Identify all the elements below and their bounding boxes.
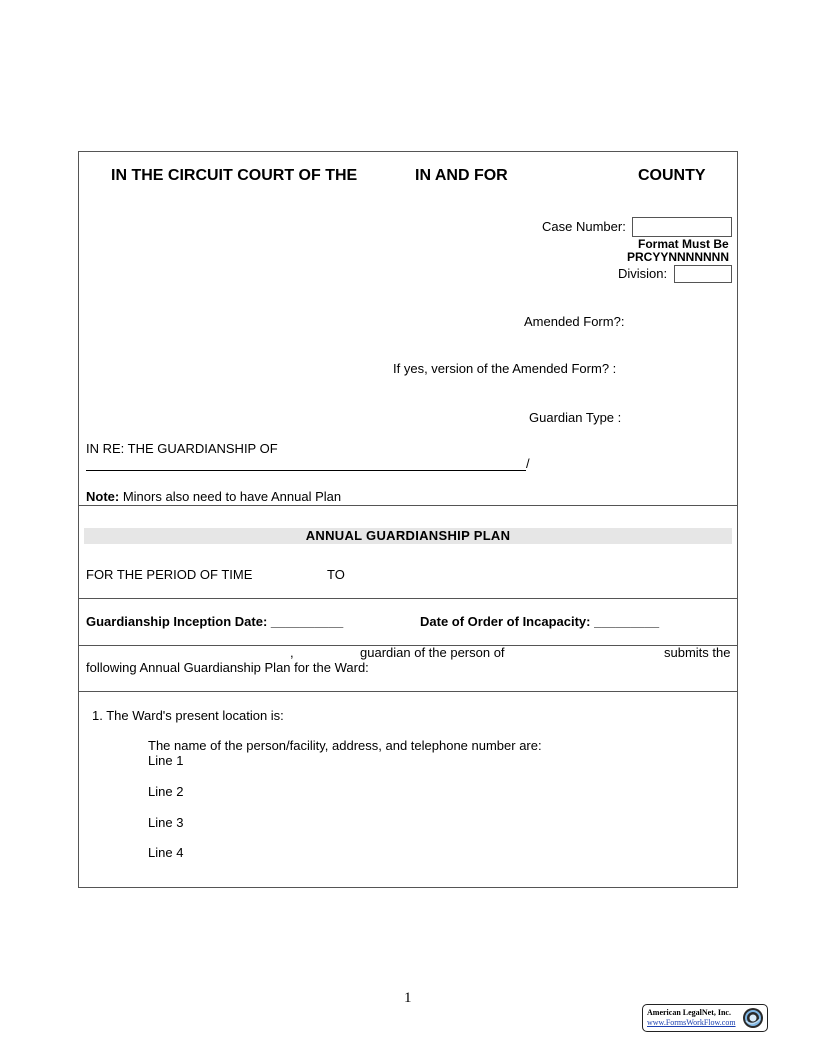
location-line: Line 1 (148, 753, 184, 768)
section-divider (78, 505, 738, 506)
guardian-type-label: Guardian Type : (529, 410, 622, 425)
location-line: Line 4 (148, 845, 184, 860)
section-divider (78, 691, 738, 692)
note-label: Note: (86, 489, 120, 504)
period-label: FOR THE PERIOD OF TIME (86, 567, 253, 582)
ward-name-line-end: / (526, 456, 530, 471)
note-text: Minors also need to have Annual Plan (122, 489, 342, 504)
submission-line2: following Annual Guardianship Plan for the Ward: (86, 660, 369, 675)
amended-version-label: If yes, version of the Amended Form? : (393, 361, 617, 376)
ward-name-line (86, 470, 526, 471)
format-hint: Format Must Be (638, 237, 729, 251)
county-label: COUNTY (638, 167, 706, 184)
in-and-for-label: IN AND FOR (415, 167, 508, 184)
division-field[interactable] (674, 265, 732, 283)
case-number-label: Case Number: (542, 219, 626, 234)
plan-title: ANNUAL GUARDIANSHIP PLAN (84, 528, 732, 544)
guardian-of-label: guardian of the person of (360, 645, 505, 660)
format-pattern: PRCYYNNNNNNN (627, 250, 730, 264)
inception-date-label: Guardianship Inception Date: __________ (86, 614, 344, 629)
division-label: Division: (618, 266, 668, 281)
submits-label: submits the (664, 645, 731, 660)
page-number: 1 (404, 990, 412, 1006)
note (86, 489, 341, 504)
publisher-logo[interactable] (642, 1004, 768, 1032)
guardian-name-comma: , (290, 645, 294, 660)
location-line: Line 2 (148, 784, 184, 799)
ward-location-item: 1. The Ward's present location is: (92, 708, 284, 723)
amended-form-label: Amended Form?: (524, 314, 625, 329)
globe-icon (742, 1007, 764, 1029)
period-to-label: TO (327, 567, 345, 582)
publisher-url[interactable]: www.FormsWorkFlow.com (647, 1018, 736, 1027)
location-name-label: The name of the person/facility, address, and telephone number are: (148, 738, 542, 753)
section-divider (78, 598, 738, 599)
case-number-field[interactable] (632, 217, 732, 237)
in-re-label: IN RE: THE GUARDIANSHIP OF (86, 441, 278, 456)
location-line: Line 3 (148, 815, 184, 830)
court-prefix: IN THE CIRCUIT COURT OF THE (111, 167, 358, 184)
publisher-name: American LegalNet, Inc. (647, 1008, 731, 1017)
incapacity-date-label: Date of Order of Incapacity: _________ (420, 614, 660, 629)
